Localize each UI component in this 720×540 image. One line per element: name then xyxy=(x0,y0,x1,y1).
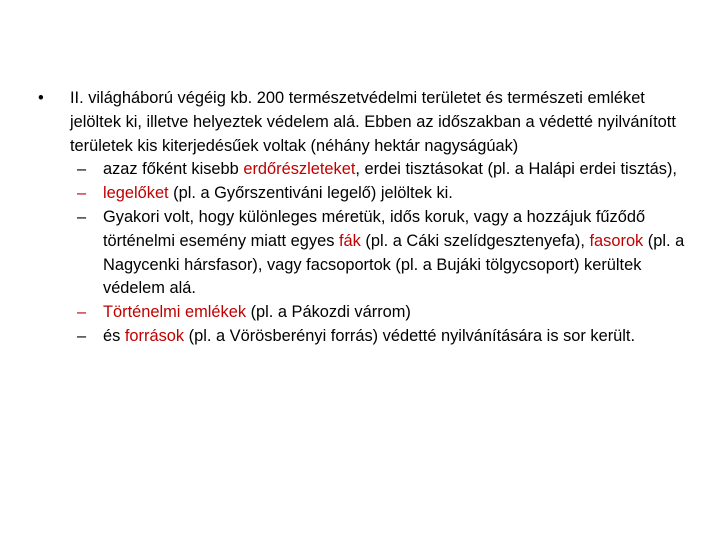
sub-bullet-text: Gyakori volt, hogy különleges méretük, idős koruk, vagy a hozzájuk fűződő történelmi esemény miatt egyes xyxy=(103,207,646,250)
highlighted-term: Történelmi emlékek xyxy=(103,303,247,322)
sub-bullet-text: (pl. a Nagycenki hársfasor), vagy facsoportok (pl. a Bujáki tölgycsoport) kerültek védelem alá. xyxy=(103,231,685,298)
sub-bullet-item xyxy=(30,182,700,206)
highlighted-term: fák xyxy=(338,231,361,250)
highlighted-term: erdőrészleteket xyxy=(243,160,356,179)
sub-bullet-item xyxy=(30,158,700,182)
sub-bullet-text: és xyxy=(103,326,125,345)
bullet-icon: • xyxy=(38,89,44,107)
sub-bullet-text: (pl. a Pákozdi várrom) xyxy=(246,303,411,322)
dash-icon: – xyxy=(77,207,87,226)
sub-bullet-text: (pl. a Vörösberényi forrás) védetté nyilvánítására is sor került. xyxy=(184,326,636,345)
main-bullet-text: II. világháború végéig kb. 200 természetvédelmi területet és természeti emléket jelöltek ki, illetve helyeztek védelem alá. Ebben az időszakban a védetté nyilvánított területek kis kiterjedésűek voltak (néhány hektár nagyságúak) xyxy=(70,89,676,155)
highlighted-term: fasorok xyxy=(589,231,644,250)
sub-bullet-list xyxy=(30,158,700,348)
sub-bullet-item xyxy=(30,206,700,301)
sub-bullet-item xyxy=(30,325,700,349)
dash-icon: – xyxy=(77,184,87,203)
sub-bullet-text: , erdei tisztásokat (pl. a Halápi erdei tisztás), xyxy=(355,160,677,179)
sub-bullet-text: azaz főként kisebb xyxy=(103,160,244,179)
highlighted-term: legelőket xyxy=(103,184,169,203)
dash-icon: – xyxy=(77,303,87,322)
sub-bullet-text: (pl. a Győrszentiváni legelő) jelöltek ki. xyxy=(168,184,453,203)
dash-icon: – xyxy=(77,326,87,345)
highlighted-term: források xyxy=(124,326,185,345)
sub-bullet-item xyxy=(30,301,700,325)
main-bullet-item xyxy=(30,87,700,158)
dash-icon: – xyxy=(77,160,87,179)
slide-content xyxy=(30,87,700,349)
sub-bullet-text: (pl. a Cáki szelídgesztenyefa), xyxy=(360,231,590,250)
